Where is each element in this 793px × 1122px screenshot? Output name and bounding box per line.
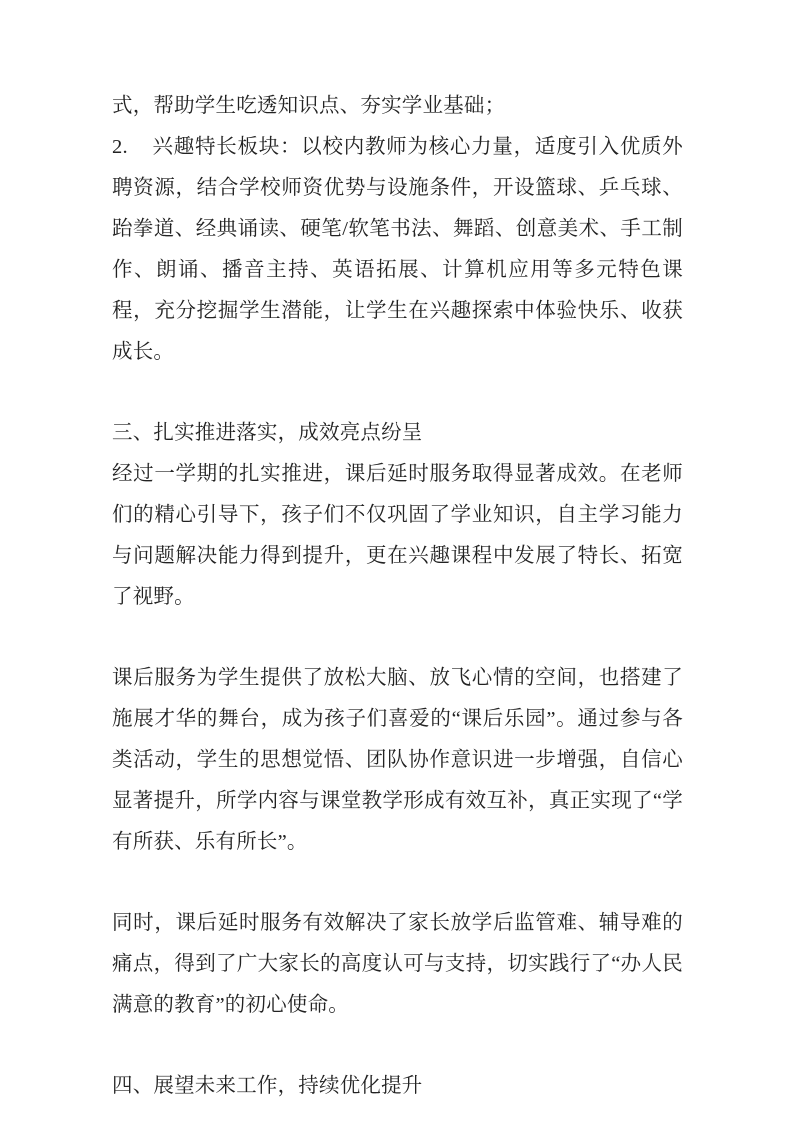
list-item-text: 兴趣特长板块：以校内教师为核心力量，适度引入优质外聘资源，结合学校师资优势与设施条件，开设篮球、乒乓球、跆拳道、经典诵读、硬笔/软笔书法、舞蹈、创意美术、手工制作、朗诵、播音主持、英语拓展、计算机应用等多元特色课程，充分挖掘学生潜能，让学生在兴趣探索中体验快乐、收获成长。: [112, 136, 683, 363]
document-body: [112, 86, 683, 1107]
list-item-number: 2.: [112, 136, 128, 158]
paragraph-continued: 式，帮助学生吃透知识点、夯实学业基础；: [112, 95, 506, 117]
paragraph-playground: 课后服务为学生提供了放松大脑、放飞心情的空间，也搭建了施展才华的舞台，成为孩子们喜爱的“课后乐园”。通过参与各类活动，学生的思想觉悟、团队协作意识进一步增强，自信心显著提升，所学内容与课堂教学形成有效互补，真正实现了“学有所获、乐有所长”。: [112, 667, 683, 853]
section-heading-three: 三、扎实推进落实，成效亮点纷呈: [112, 422, 423, 444]
paragraph-achievement: 经过一学期的扎实推进，课后延时服务取得显著成效。在老师们的精心引导下，孩子们不仅巩固了学业知识，自主学习能力与问题解决能力得到提升，更在兴趣课程中发展了特长、拓宽了视野。: [112, 463, 683, 608]
paragraph-spacer: [112, 618, 683, 658]
paragraph-spacer: [112, 863, 683, 903]
section-heading-four: 四、展望未来工作，持续优化提升: [112, 1075, 423, 1097]
paragraph-parents: 同时，课后延时服务有效解决了家长放学后监管难、辅导难的痛点，得到了广大家长的高度认可与支持，切实践行了“办人民满意的教育”的初心使命。: [112, 912, 683, 1016]
list-item: [112, 127, 683, 373]
paragraph-spacer: [112, 373, 683, 413]
paragraph-spacer: [112, 1026, 683, 1066]
